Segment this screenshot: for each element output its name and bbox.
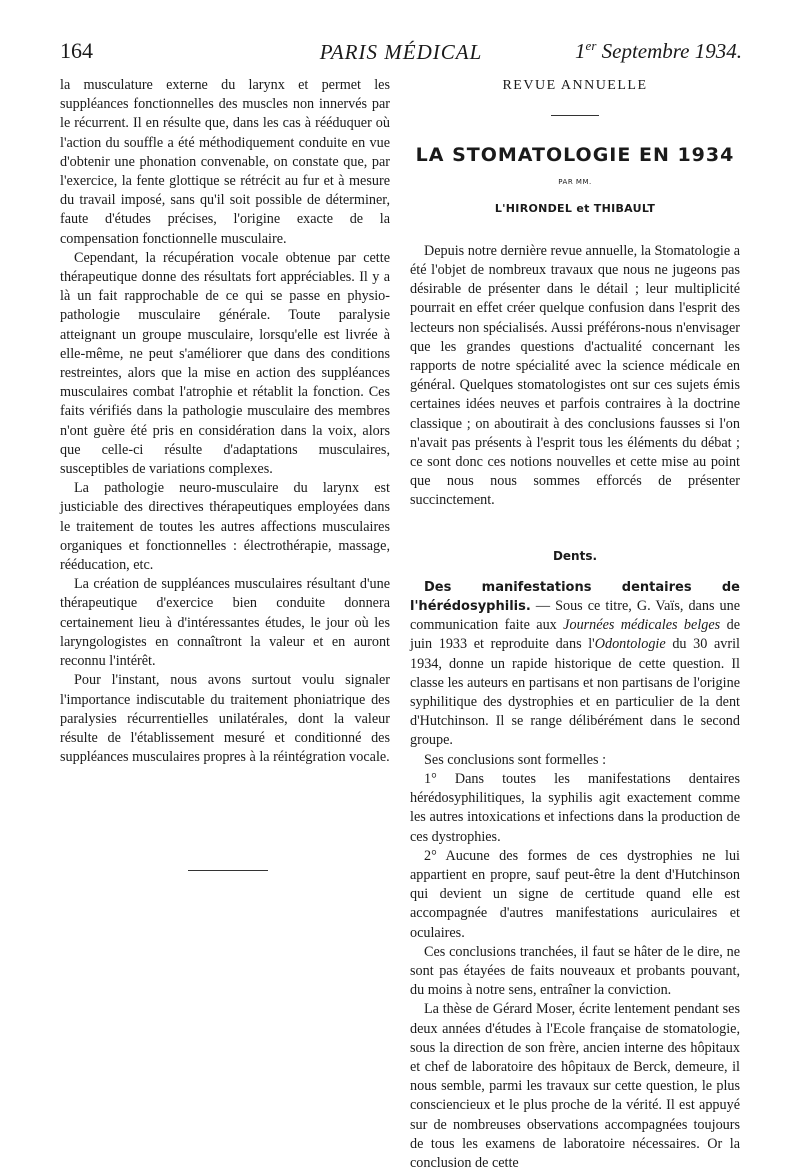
section-rule xyxy=(551,115,599,116)
left-paragraph-2: Cependant, la récupération vocale obtenue par cette thérapeutique donne des résultats fort appréciables. Il y a là un fait rapprochable de ce qui se passe en physio-pathologie musculaire générale. Toute paralysie atteignant un groupe musculaire, lorsqu'elle est livrée à elle-même, ne peut s'améliorer que dans des conditions restreintes, alors que la mise en action des suppléances musculaires combat l'atrophie et rétablit la fonction. Ces faits vérifiés dans la pathologie musculaire des membres n'ont guère été pris en considération dans la voix, alors que celle-ci résulte d'adaptations musculaires, susceptibles de variations complexes. xyxy=(60,249,390,478)
left-paragraph-3: La pathologie neuro-musculaire du larynx est justiciable des directives thérapeutiques employées dans le traitement de toutes les autres affections musculaires organiques et fonctionnelles : électrothérapie, massage, rééducation, etc. xyxy=(60,480,390,574)
right-paragraph-5: Ces conclusions tranchées, il faut se hâter de le dire, ne sont pas étayées de faits nouveaux et probants pouvant, du moins à notre sens, entraîner la conviction. xyxy=(410,943,740,999)
intro-paragraph: Depuis notre dernière revue annuelle, la Stomatologie a été l'objet de nombreux travaux que nous ne jugeons pas désirable de présenter dans le détail ; leur multiplicité pourrait en effet créer quelque confusion dans l'esprit des lecteurs non spécialisés. Aussi préférons-nous n'envisager que les grandes questions d'actualité concernant les rapports de notre spécialité avec la science médicale en général. Quelques stomatologistes ont sur ces sujets émis certaines idées neuves et parfois contraires à la doctrine classique ; on aboutirait à des conclusions fausses si l'on n'avait pas présents à l'esprit tous les éléments du débat ; ce sont donc ces notions nouvelles et cette mise au point que nous nous sommes efforcés de présenter succinctement. xyxy=(410,242,740,509)
end-rule xyxy=(188,870,268,871)
p1-text-a: — Sous ce titre, G. Vaïs, dans une communication faite aux xyxy=(410,598,740,634)
right-paragraph-3: 1° Dans toutes les manifestations dentaires hérédosyphilitiques, la syphilis agit exactement comme les autres intoxications et infections dans la production de ces dystrophies. xyxy=(410,770,740,845)
p1-italic-1: Journées médicales belges xyxy=(563,617,721,634)
page-number: 164 xyxy=(60,38,93,63)
left-paragraph-4: La création de suppléances musculaires résultant d'une thérapeutique d'exercice bien conduite donnera certainement lieu à d'intéressantes études, le jour où les laryngologistes en connaîtront la valeur et en auront reconnu l'intérêt. xyxy=(60,576,390,670)
right-paragraph-6: La thèse de Gérard Moser, écrite lentement pendant ses deux années d'études à l'Ecole française de stomatologie, sous la direction de son frère, ancien interne des hôpitaux et chef de laboratoire des hôpitaux de Berck, demeure, il nous semble, parmi les travaux sur cette question, le plus consciencieux et le plus proche de la vérité. Il est appuyé sur de nombreuses observations accompagnées toujours de tous les examens de laboratoire nécessaires. Or la conclusion de cette xyxy=(410,1001,740,1171)
article-title: LA STOMATOLOGIE EN 1934 xyxy=(415,144,735,167)
issue-date xyxy=(575,38,742,64)
left-paragraph-1: la musculature externe du larynx et permet les suppléances fonctionnelles des muscles non innervés par le récurrent. Il en résulte que, dans les cas à rééduquer où l'action du souffle a été méthodiquement conduite en vue d'obtenir une phonation convenable, on constate que, par l'exercice, la fente glottique se rétrécit au fur et à mesure du travail imposé, sans qu'il soit possible de déterminer, faute d'études précises, l'origine exacte de la compensation fonctionnelle musculaire. xyxy=(60,77,390,247)
runin-heading: Des manifestations dentaires de l'hérédosyphilis. xyxy=(410,579,740,615)
p1-italic-2: Odontologie xyxy=(594,636,666,653)
byline-prefix: PAR MM. xyxy=(558,178,592,187)
journal-title: PARIS MÉDICAL xyxy=(319,40,483,64)
right-paragraph-1 xyxy=(410,578,740,751)
section-label: REVUE ANNUELLE xyxy=(502,78,648,93)
right-paragraph-2: Ses conclusions sont formelles : xyxy=(424,751,607,768)
p1-text-b: de juin 1933 et reproduite dans l' xyxy=(410,617,740,653)
date-day: 1 xyxy=(575,39,586,63)
date-sup: er xyxy=(585,38,597,53)
date-rest: Septembre 1934. xyxy=(596,39,742,63)
right-column xyxy=(410,76,740,1173)
p1-text-c: du 30 avril 1934, donne un rapide historique de cette question. Il classe les auteurs en partisans et non partisans de l'origine syphilitique des dystrophies et en particulier de la dent d'Hutchinson. Il se range délibérément dans le second groupe. xyxy=(410,636,740,749)
subsection-heading: Dents. xyxy=(552,548,598,563)
left-paragraph-5: Pour l'instant, nous avons surtout voulu signaler l'importance indiscutable du traitement phoniatrique des paralysies récurrentielles unilatérales, dont la valeur résulte de l'établissement mesuré et conditionné des suppléances musculaires propres à la réintégration vocale. xyxy=(60,672,390,766)
left-column xyxy=(60,76,390,767)
right-paragraph-4: 2° Aucune des formes de ces dystrophies ne lui appartient en propre, sauf peut-être la dent d'Hutchinson qui devient un signe de certitude quand elle est accompagnée d'autres manifestations auriculaires et oculaires. xyxy=(410,847,740,941)
page-header xyxy=(60,38,742,68)
article-authors: L'HIRONDEL et THIBAULT xyxy=(494,201,656,215)
